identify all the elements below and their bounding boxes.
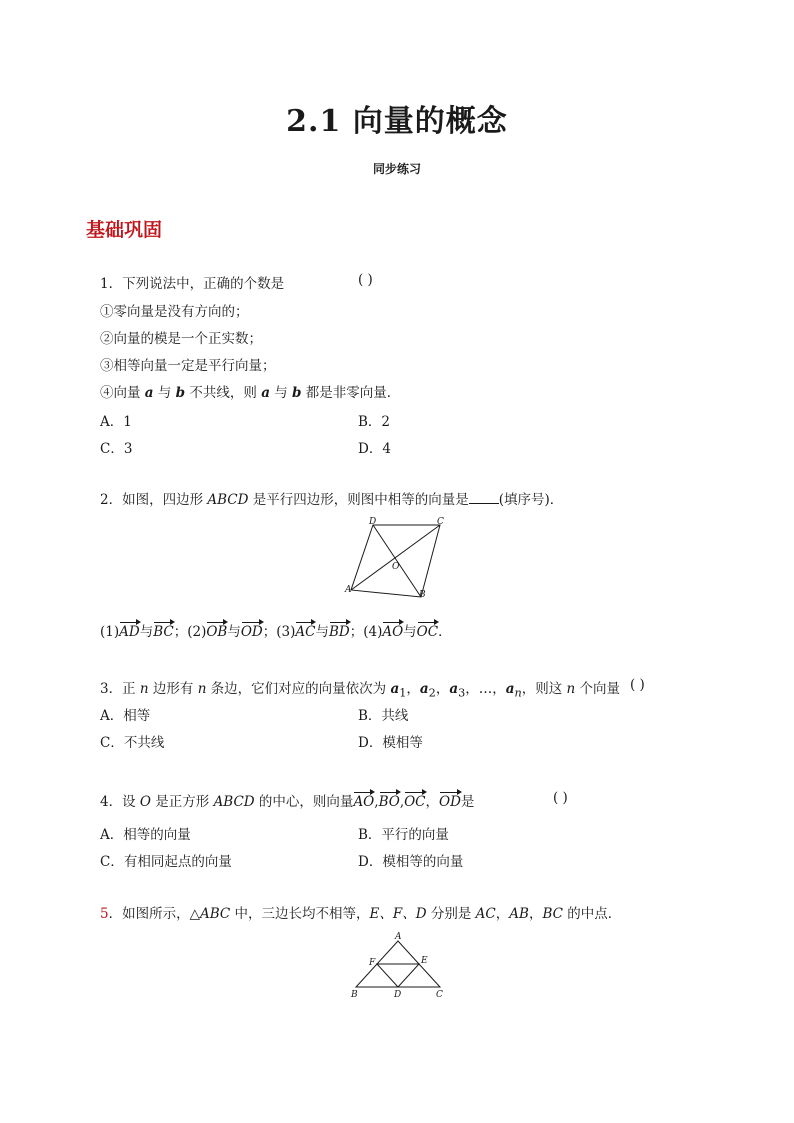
- label-b: B: [351, 990, 358, 1000]
- q3-option-b: B．共线: [358, 708, 409, 724]
- q1-option-b: B．2: [358, 414, 391, 430]
- q4-option-b: B．平行的向量: [358, 827, 449, 843]
- q1-option-c: C．3: [100, 441, 133, 457]
- q1-option-d: D．4: [358, 441, 391, 457]
- q1-statement-4: ④向量 a 与 b 不共线，则 a 与 b 都是非零向量．: [100, 385, 401, 401]
- q4-option-d: D．模相等的向量: [358, 854, 464, 870]
- q1-statement-1: ①零向量是没有方向的；: [100, 304, 249, 320]
- q3-stem: 3．正 n 边形有 n 条边，它们对应的向量依次为 $a_1$，$a_2$，$a_3$，…，$a_n$，则这 n 个向量: [100, 681, 621, 700]
- q3-option-a: A．相等: [100, 708, 151, 724]
- label-a: A: [395, 932, 402, 942]
- triangle-fed: [377, 964, 419, 987]
- label-c: C: [437, 517, 444, 527]
- label-e: E: [421, 956, 428, 966]
- section-title: 基础巩固: [86, 219, 163, 241]
- q3-option-d: D．模相等: [358, 735, 423, 751]
- parallelogram-shape: [351, 525, 440, 597]
- q1-statement-2: ②向量的模是一个正实数；: [100, 331, 262, 347]
- triangle-figure: [348, 930, 448, 1002]
- label-o: O: [392, 562, 400, 572]
- label-b: B: [419, 590, 426, 600]
- label-a: A: [345, 585, 352, 595]
- q2-stem: 2．如图，四边形 ABCD 是平行四边形，则图中相等的向量是 (填序号)．: [100, 492, 564, 508]
- page-subtitle: 同步练习: [372, 162, 421, 176]
- diagonal-ac: [351, 525, 440, 590]
- diagonal-bd: [373, 525, 421, 597]
- label-c: C: [436, 990, 443, 1000]
- q4-option-a: A．相等的向量: [100, 827, 191, 843]
- q2-answer-blank: [469, 491, 499, 504]
- label-d: D: [369, 517, 377, 527]
- q4-answer-paren: ( ): [553, 790, 568, 806]
- q3-answer-paren: ( ): [630, 677, 645, 693]
- q1-option-a: A．1: [100, 414, 132, 430]
- q1-answer-paren: ( ): [358, 272, 373, 288]
- q2-options: (1)AD与BC；(2)OB与OD；(3)AC与BD；(4)AO与OC．: [100, 624, 452, 640]
- q3-option-c: C．不共线: [100, 735, 165, 751]
- q5-stem: 5．如图所示，△ABC 中，三边长均不相等，E、F、D 分别是 AC，AB，BC 的中点．: [100, 906, 622, 922]
- q1-stem: 1．下列说法中，正确的个数是: [100, 276, 285, 292]
- q4-stem: 4．设 O 是正方形 ABCD 的中心，则向量AO,BO,OC，OD是: [100, 794, 475, 810]
- label-f: F: [369, 958, 376, 968]
- q4-option-c: C．有相同起点的向量: [100, 854, 232, 870]
- parallelogram-figure: [340, 512, 450, 602]
- page-title: 2.1 向量的概念: [286, 104, 508, 139]
- label-d: D: [394, 990, 402, 1000]
- q1-statement-3: ③相等向量一定是平行向量；: [100, 358, 276, 374]
